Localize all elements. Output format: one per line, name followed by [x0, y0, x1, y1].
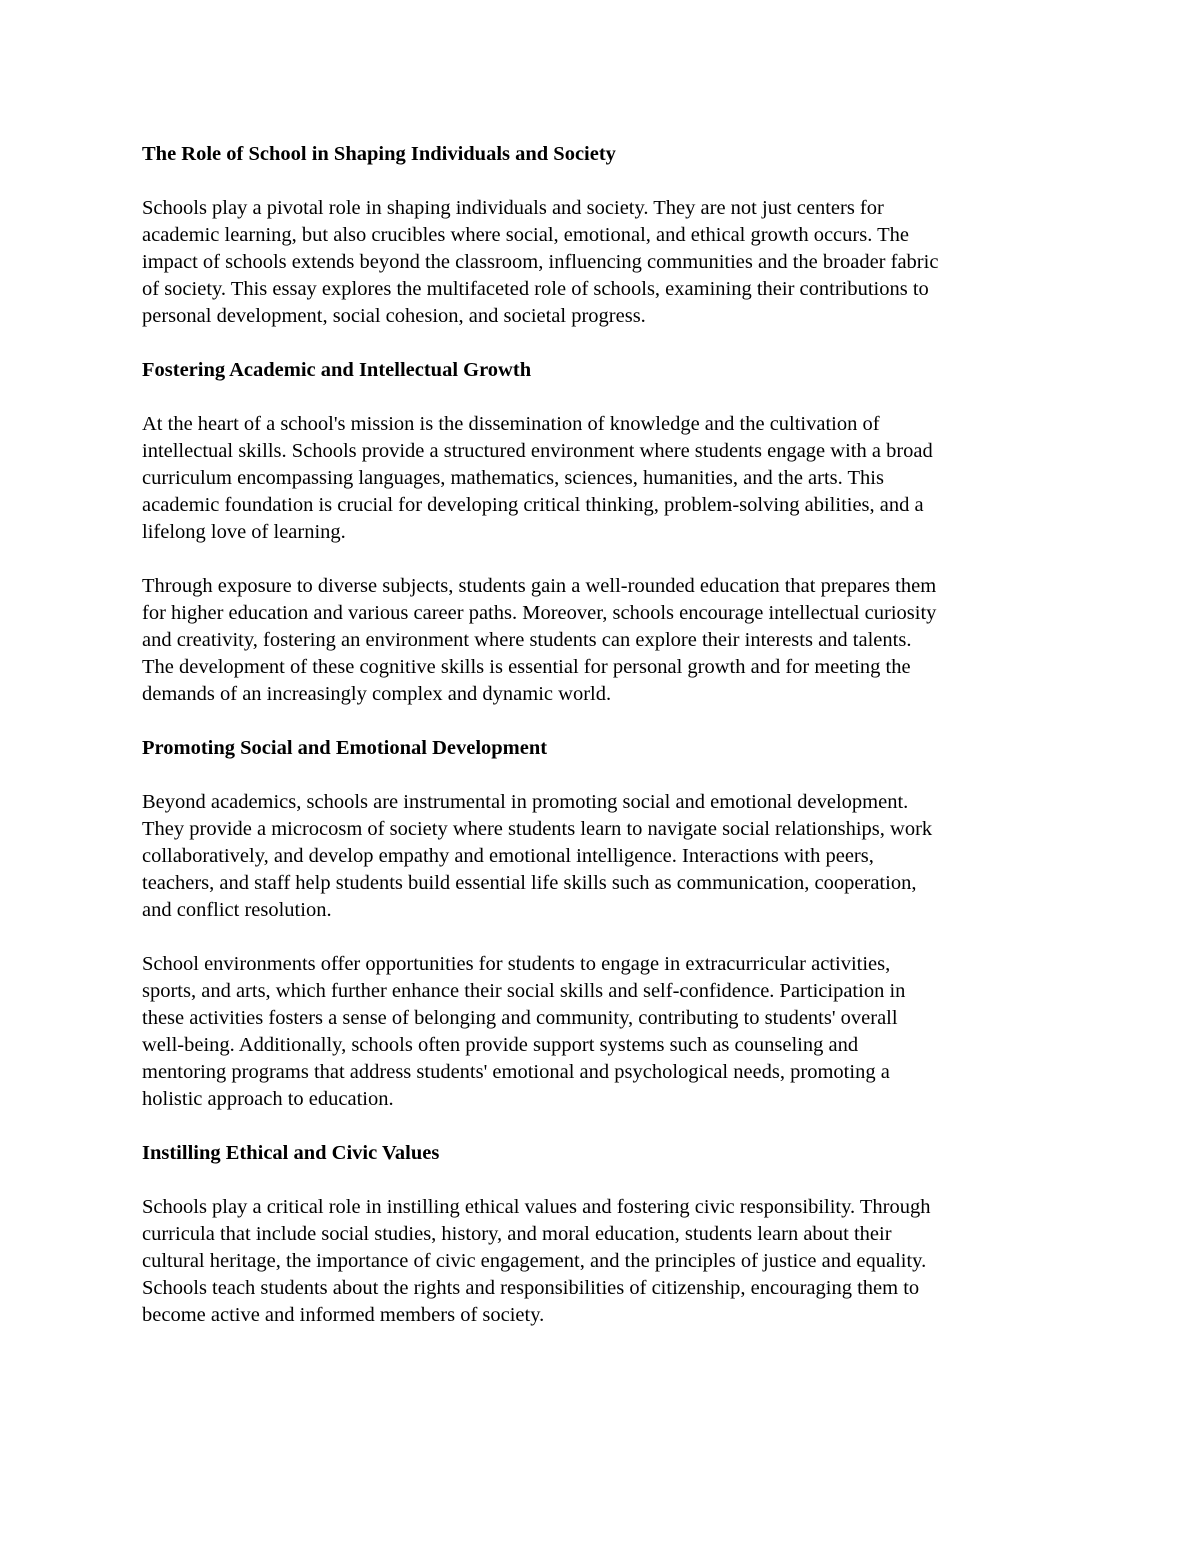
- text-line: academic learning, but also crucibles where social, emotional, and ethical growth occurs. The: [142, 224, 909, 246]
- section-paragraph: [142, 789, 1062, 924]
- text-line: and conflict resolution.: [142, 899, 332, 921]
- section-heading: Promoting Social and Emotional Development: [142, 737, 548, 759]
- text-line: At the heart of a school's mission is the dissemination of knowledge and the cultivation of: [142, 413, 880, 435]
- text-line: Schools play a critical role in instilling ethical values and fostering civic responsibility. Through: [142, 1196, 931, 1218]
- document-section: [142, 357, 1062, 708]
- text-line: Through exposure to diverse subjects, students gain a well-rounded education that prepares them: [142, 575, 937, 597]
- text-line: lifelong love of learning.: [142, 521, 346, 543]
- text-line: The development of these cognitive skills is essential for personal growth and for meeting the: [142, 656, 911, 678]
- section-paragraph: [142, 1194, 1062, 1329]
- text-line: teachers, and staff help students build essential life skills such as communication, cooperation,: [142, 872, 917, 894]
- section-paragraph: [142, 411, 1062, 546]
- text-line: holistic approach to education.: [142, 1088, 394, 1110]
- text-line: Schools teach students about the rights and responsibilities of citizenship, encouraging them to: [142, 1277, 920, 1299]
- section-paragraph: [142, 951, 1062, 1113]
- text-line: mentoring programs that address students' emotional and psychological needs, promoting a: [142, 1061, 890, 1083]
- intro-paragraph: [142, 195, 1062, 330]
- text-line: collaboratively, and develop empathy and emotional intelligence. Interactions with peers,: [142, 845, 874, 867]
- text-line: curricula that include social studies, history, and moral education, students learn about their: [142, 1223, 892, 1245]
- section-heading: Instilling Ethical and Civic Values: [142, 1142, 440, 1164]
- text-line: impact of schools extends beyond the classroom, influencing communities and the broader fabric: [142, 251, 939, 273]
- document-section: [142, 1140, 1062, 1329]
- text-line: for higher education and various career paths. Moreover, schools encourage intellectual curiosity: [142, 602, 937, 624]
- text-line: sports, and arts, which further enhance their social skills and self-confidence. Participation in: [142, 980, 906, 1002]
- text-line: academic foundation is crucial for developing critical thinking, problem-solving abilities, and a: [142, 494, 924, 516]
- text-line: intellectual skills. Schools provide a structured environment where students engage with a broad: [142, 440, 933, 462]
- text-line: They provide a microcosm of society where students learn to navigate social relationships, work: [142, 818, 933, 840]
- section-heading: Fostering Academic and Intellectual Growth: [142, 359, 532, 381]
- text-line: personal development, social cohesion, and societal progress.: [142, 305, 646, 327]
- text-line: Schools play a pivotal role in shaping individuals and society. They are not just centers for: [142, 197, 884, 219]
- text-line: of society. This essay explores the multifaceted role of schools, examining their contributions to: [142, 278, 929, 300]
- text-line: Beyond academics, schools are instrumental in promoting social and emotional development.: [142, 791, 909, 813]
- text-line: cultural heritage, the importance of civic engagement, and the principles of justice and equality.: [142, 1250, 927, 1272]
- text-line: well-being. Additionally, schools often provide support systems such as counseling and: [142, 1034, 859, 1056]
- text-line: these activities fosters a sense of belonging and community, contributing to students' overall: [142, 1007, 898, 1029]
- document-title: The Role of School in Shaping Individuals and Society: [142, 143, 616, 165]
- text-line: demands of an increasingly complex and dynamic world.: [142, 683, 612, 705]
- document-page: [142, 141, 1062, 1356]
- document-sections: [142, 357, 1062, 1329]
- document-section: [142, 735, 1062, 1113]
- text-line: and creativity, fostering an environment where students can explore their interests and talents.: [142, 629, 912, 651]
- section-paragraph: [142, 573, 1062, 708]
- text-line: curriculum encompassing languages, mathematics, sciences, humanities, and the arts. This: [142, 467, 884, 489]
- text-line: School environments offer opportunities for students to engage in extracurricular activities,: [142, 953, 891, 975]
- text-line: become active and informed members of society.: [142, 1304, 545, 1326]
